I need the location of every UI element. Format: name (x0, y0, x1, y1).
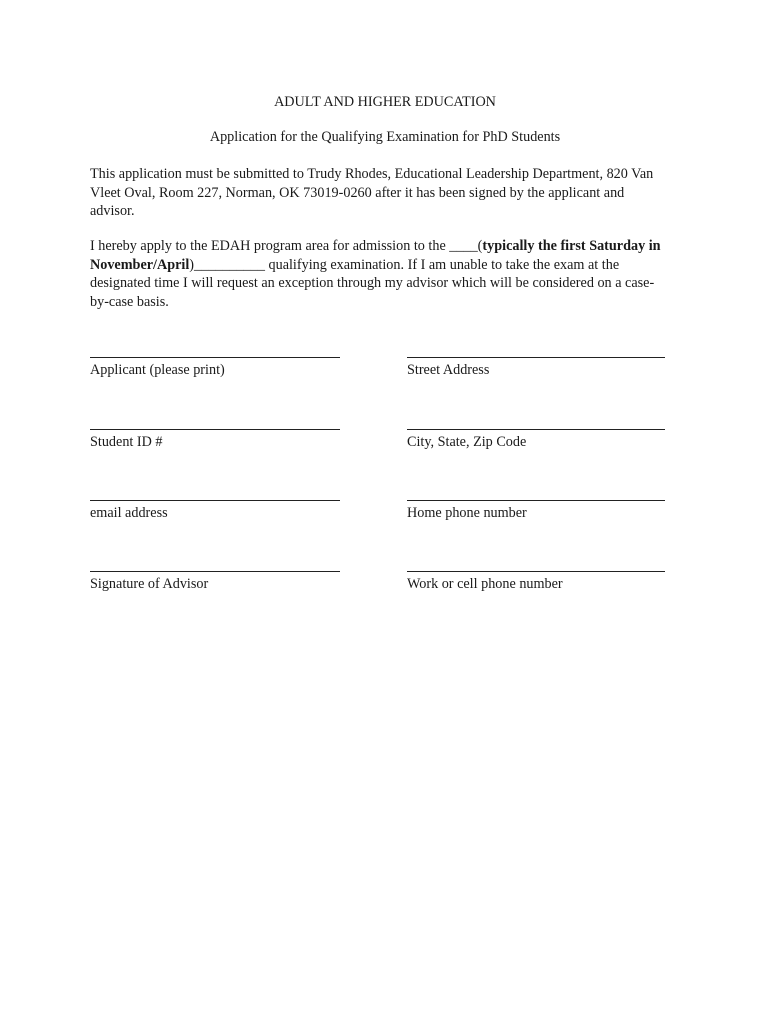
field-label: City, State, Zip Code (407, 434, 527, 450)
document-title: ADULT AND HIGHER EDUCATION (274, 94, 496, 110)
advisor-signature-field[interactable] (90, 571, 340, 593)
signature-line (90, 500, 340, 501)
field-label: Applicant (please print) (90, 362, 225, 378)
signature-line (407, 571, 665, 572)
applicant-name-field[interactable] (90, 357, 340, 379)
city-state-zip-field[interactable] (407, 429, 665, 451)
field-label: Student ID # (90, 434, 163, 450)
signature-line (90, 571, 340, 572)
field-label: email address (90, 505, 168, 521)
field-label: Work or cell phone number (407, 576, 563, 592)
field-label: Signature of Advisor (90, 576, 209, 592)
work-cell-phone-field[interactable] (407, 571, 665, 593)
application-text-part1: I hereby apply to the EDAH program area for admission to the ____( (90, 238, 483, 254)
student-id-field[interactable] (90, 429, 340, 451)
signature-line (407, 429, 665, 430)
field-label: Home phone number (407, 505, 527, 521)
home-phone-field[interactable] (407, 500, 665, 522)
document-subtitle: Application for the Qualifying Examination for PhD Students (209, 129, 561, 145)
application-text-part2: )__________ qualifying examination. If I am unable to take the exam at the designated time I will request an exception through my advisor which will be considered on a case-by-case basis. (90, 256, 655, 310)
application-paragraph (90, 237, 670, 311)
email-field[interactable] (90, 500, 340, 522)
signature-line (90, 429, 340, 430)
street-address-field[interactable] (407, 357, 665, 379)
signature-line (407, 357, 665, 358)
field-label: Street Address (407, 362, 490, 378)
application-text-bold: typically the first Saturday in November/April (90, 238, 661, 273)
signature-line (90, 357, 340, 358)
instructions-paragraph: This application must be submitted to Trudy Rhodes, Educational Leadership Department, 820 Van Vleet Oval, Room 227, Norman, OK 73019-0260 after it has been signed by the applicant and advisor. (90, 166, 654, 219)
signature-line (407, 500, 665, 501)
